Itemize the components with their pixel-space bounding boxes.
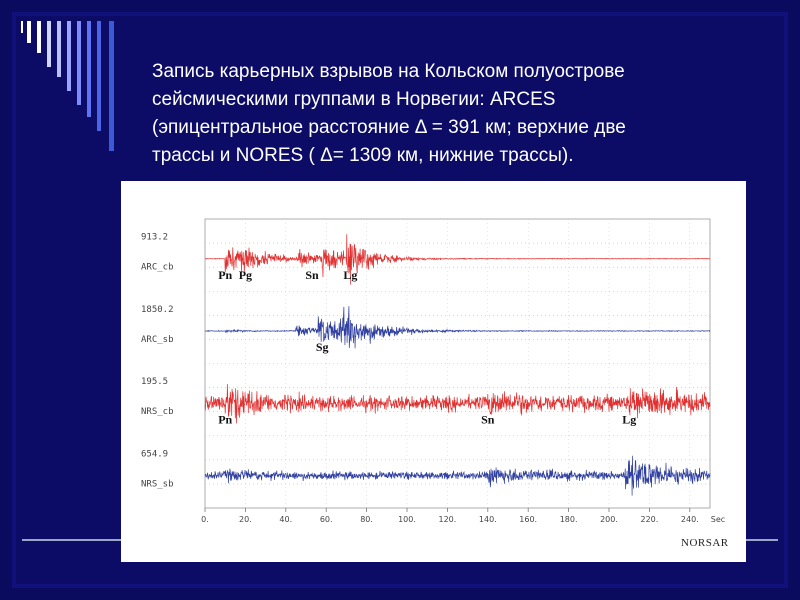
- title-line-3: (эпицентральное расстояние Δ = 391 км; верхние две: [152, 117, 626, 138]
- trace-amplitude: 195.5: [141, 377, 169, 388]
- x-tick-label: 200.: [600, 515, 618, 524]
- x-tick-label: 240.: [680, 515, 699, 524]
- credit-label: NORSAR: [681, 537, 729, 549]
- trace-name: NRS_sb: [141, 479, 174, 490]
- x-tick-label: 40.: [279, 515, 293, 524]
- x-unit-label: Sec: [710, 515, 726, 524]
- decorative-bars: [21, 21, 131, 161]
- x-tick-label: 0.: [201, 515, 209, 524]
- x-tick-label: 160.: [519, 515, 538, 524]
- phase-label-lg: Lg: [622, 412, 637, 427]
- x-tick-label: 140.: [478, 515, 497, 524]
- phase-label-sn: Sn: [481, 412, 495, 427]
- title-line-4: трассы и NORES ( Δ= 1309 км, нижние трассы).: [152, 145, 574, 166]
- trace-amplitude: 913.2: [141, 232, 169, 243]
- phase-label-pn: Pn: [218, 412, 233, 427]
- x-tick-label: 100.: [398, 515, 416, 524]
- trace-name: ARC_sb: [141, 334, 174, 345]
- slide-title: [152, 58, 762, 170]
- trace-amplitude: 1850.2: [141, 304, 174, 315]
- phase-label-sn: Sn: [305, 267, 319, 282]
- x-tick-label: 220.: [640, 515, 659, 524]
- phase-label-pg: Pg: [238, 267, 253, 282]
- trace-amplitude: 654.9: [141, 449, 169, 460]
- seismogram-chart: [121, 181, 746, 562]
- phase-label-sg: Sg: [315, 340, 329, 355]
- x-tick-label: 80.: [360, 515, 373, 524]
- phase-label-lg: Lg: [343, 267, 358, 282]
- x-tick-label: 180.: [559, 515, 578, 524]
- trace-name: NRS_cb: [141, 407, 174, 418]
- trace-name: ARC_cb: [141, 262, 174, 273]
- x-tick-label: 20.: [239, 515, 252, 524]
- trace-ARC_sb: [205, 306, 710, 348]
- phase-label-pn: Pn: [218, 267, 233, 282]
- title-line-1: Запись карьерных взрывов на Кольском полуострове: [152, 61, 625, 82]
- trace-NRS_sb: [205, 456, 710, 496]
- x-tick-label: 120.: [438, 515, 457, 524]
- trace-ARC_cb: [205, 234, 710, 284]
- title-line-2: сейсмическими группами в Норвегии: ARCES: [152, 89, 556, 110]
- seismogram-figure: [121, 181, 746, 562]
- x-tick-label: 60.: [319, 515, 333, 524]
